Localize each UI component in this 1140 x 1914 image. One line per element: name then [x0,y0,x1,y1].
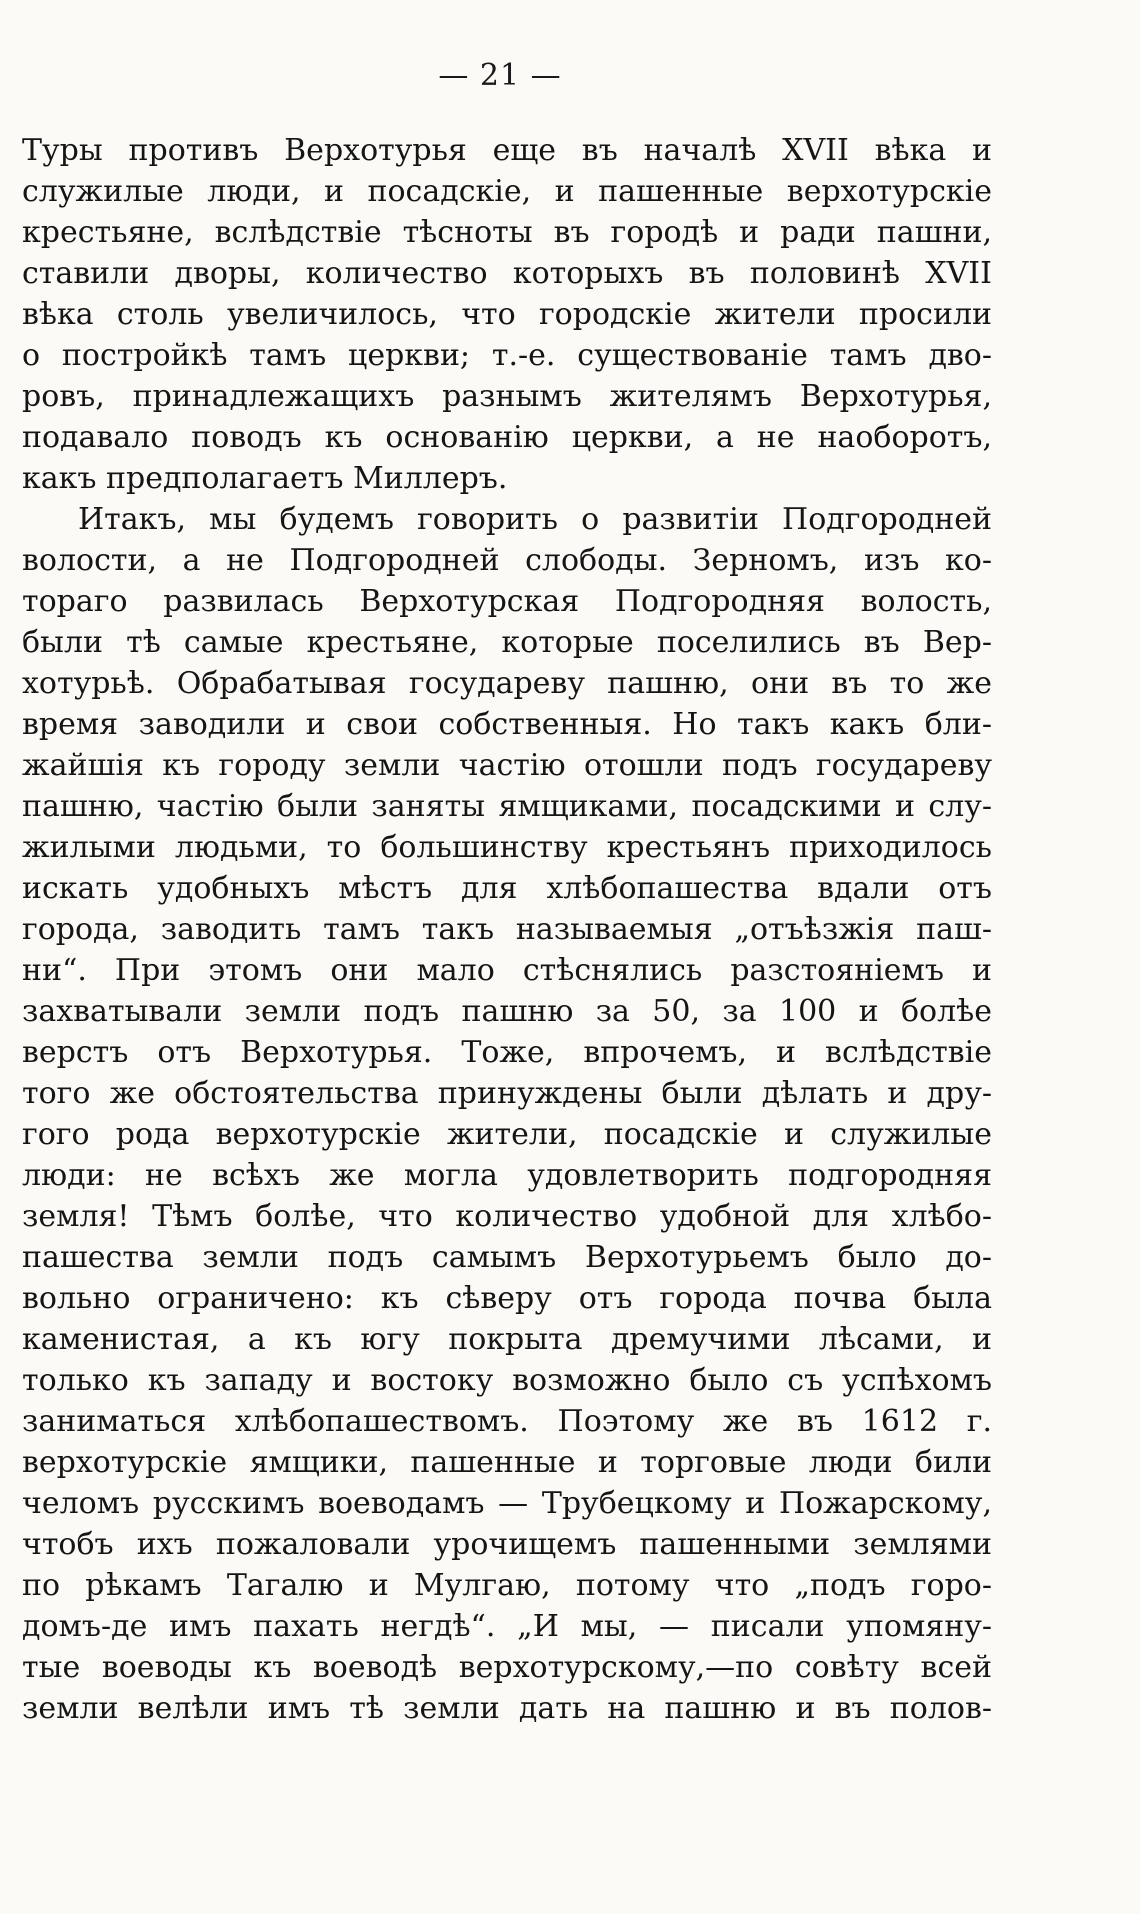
text-line: хотурьѣ. Обрабатывая государеву пашню, они въ то же [22,666,992,701]
text-line: какъ предполагаетъ Миллеръ. [22,461,508,496]
text-line: города, заводить тамъ такъ называемыя „отъѣзжія паш- [22,912,992,947]
page-number: — 21 — [438,58,562,93]
text-line: верстъ отъ Верхотурья. Тоже, впрочемъ, и вслѣдствіе [22,1035,992,1070]
text-line: искать удобныхъ мѣстъ для хлѣбопашества вдали отъ [22,871,992,906]
text-line: Туры противъ Верхотурья еще въ началѣ XVII вѣка и [22,133,992,168]
text-line: время заводили и свои собственныя. Но такъ какъ бли- [22,707,992,742]
text-line: ни“. При этомъ они мало стѣснялись разстояніемъ и [22,953,992,988]
text-line: пашню, частію были заняты ямщиками, посадскими и слу- [22,789,992,824]
text-line: домъ-де имъ пахать негдѣ“. „И мы, — писали упомяну- [22,1609,992,1644]
text-line: подавало поводъ къ основанію церкви, а не наоборотъ, [22,420,992,455]
text-line: земли велѣли имъ тѣ земли дать на пашню и въ полов- [22,1691,992,1726]
text-line: Итакъ, мы будемъ говорить о развитіи Подгородней [78,502,992,537]
text-line: чтобъ ихъ пожаловали урочищемъ пашенными землями [22,1527,992,1562]
text-line: служилые люди, и посадскіе, и пашенные верхотурскіе [22,174,992,209]
text-line: вольно ограничено: къ сѣверу отъ города почва была [22,1281,992,1316]
text-line: заниматься хлѣбопашествомъ. Поэтому же въ 1612 г. [22,1404,992,1439]
text-line: о постройкѣ тамъ церкви; т.-е. существованіе тамъ дво- [22,338,992,373]
text-line: ставили дворы, количество которыхъ въ половинѣ XVII [22,256,992,291]
text-line: были тѣ самые крестьяне, которые поселились въ Вер- [22,625,992,660]
text-line: гого рода верхотурскіе жители, посадскіе и служилые [22,1117,992,1152]
text-line: вѣка столь увеличилось, что городскіе жители просили [22,297,992,332]
text-line: земля! Тѣмъ болѣе, что количество удобной для хлѣбо- [22,1199,992,1234]
paragraph-1 [22,130,992,499]
text-line: тораго развилась Верхотурская Подгородняя волость, [22,584,992,619]
text-line: ровъ, принадлежащихъ разнымъ жителямъ Верхотурья, [22,379,992,414]
text-line: жилыми людьми, то большинству крестьянъ приходилось [22,830,992,865]
text-line: захватывали земли подъ пашню за 50, за 100 и болѣе [22,994,992,1029]
body-text [22,130,992,1729]
text-line: жайшія къ городу земли частію отошли подъ государеву [22,748,992,783]
text-line: люди: не всѣхъ же могла удовлетворить подгородняя [22,1158,992,1193]
text-line: крестьяне, вслѣдствіе тѣсноты въ городѣ и ради пашни, [22,215,992,250]
text-line: по рѣкамъ Тагалю и Мулгаю, потому что „подъ горо- [22,1568,992,1603]
text-line: тые воеводы къ воеводѣ верхотурскому,—по совѣту всей [22,1650,992,1685]
text-line: каменистая, а къ югу покрыта дремучими лѣсами, и [22,1322,992,1357]
paragraph-2 [22,499,992,1729]
text-line: того же обстоятельства принуждены были дѣлать и дру- [22,1076,992,1111]
text-line: верхотурскіе ямщики, пашенные и торговые люди били [22,1445,992,1480]
text-line: только къ западу и востоку возможно было съ успѣхомъ [22,1363,992,1398]
text-line: челомъ русскимъ воеводамъ — Трубецкому и Пожарскому, [22,1486,992,1521]
text-line: волости, а не Подгородней слободы. Зерномъ, изъ ко- [22,543,992,578]
text-line: пашества земли подъ самымъ Верхотурьемъ было до- [22,1240,992,1275]
